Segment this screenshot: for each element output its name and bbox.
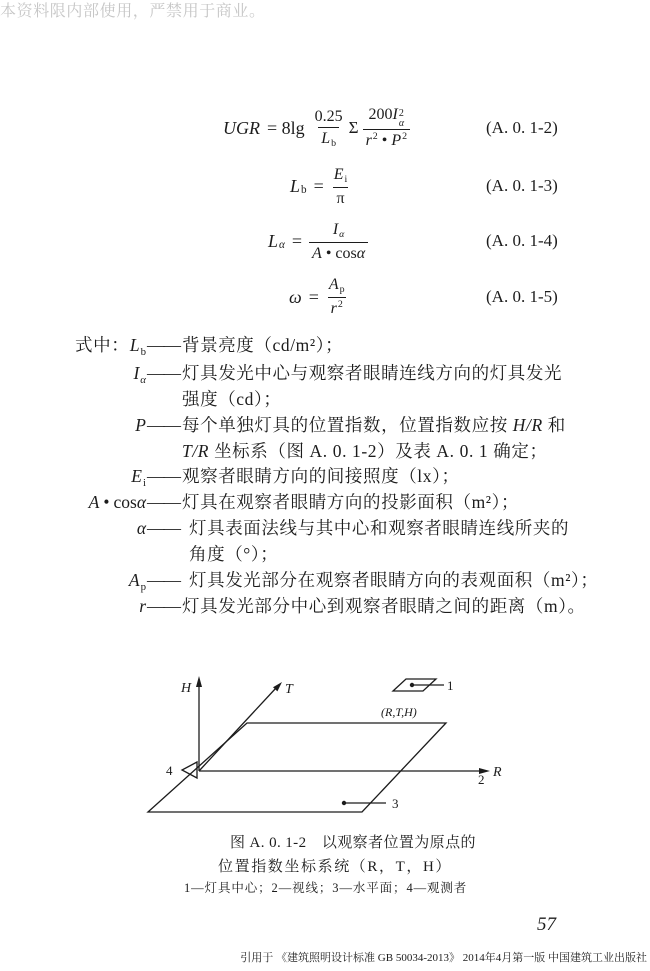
definition-acos-text: 灯具在观察者眼睛方向的投影面积（m²）； (182, 492, 520, 512)
def-ei-letter: E (131, 466, 142, 486)
la-den-dot: • (325, 244, 332, 262)
def-ia-letter: I (133, 363, 140, 383)
watermark-text: 本资料限内部使用，严禁用于商业。 (0, 3, 266, 20)
ugr-frac2-den-dot: • (381, 131, 388, 149)
equation-omega (289, 274, 350, 320)
definition-ia (0, 361, 650, 385)
def-lb-subscript: b (140, 346, 146, 359)
ugr-frac2-subscript: α (398, 117, 405, 129)
definition-acos-symbol (89, 490, 146, 514)
la-fraction (309, 219, 368, 264)
def-p-line2-b: 坐标系（图 A. 0. 1-2）及表 A. 0. 1 确定； (209, 441, 548, 461)
definition-alpha-line1: 灯具表面法线与其中心和观察者眼睛连线所夹的 (189, 518, 570, 538)
definition-dash: —— (147, 415, 180, 435)
definition-dash: —— (147, 363, 180, 383)
citation-footer: 引用于 《建筑照明设计标准 GB 50034-2013》 2014年4月第一版 中国建筑工业出版社 (240, 952, 647, 964)
ugr-frac1-numerator: 0.25 (314, 107, 343, 125)
def-ei-subscript: i (142, 477, 146, 490)
definition-ei (0, 464, 650, 488)
ugr-symbol: UGR (223, 117, 260, 138)
la-numerator (330, 219, 348, 242)
omega-denominator (328, 297, 346, 321)
ugr-frac1-den-symbol: L (321, 129, 331, 147)
ugr-frac2-intensity-symbol: I (392, 105, 398, 123)
definition-lb-text: 背景亮度（cd/m²）； (182, 335, 344, 355)
def-acos-a: A (88, 492, 100, 512)
lb-subscript: b (301, 184, 307, 197)
definition-dash: —— (147, 596, 180, 616)
figure-legend: 1—灯具中心；2—视线；3—水平面；4—观测者 (184, 881, 468, 895)
definition-lb-symbol (130, 333, 146, 360)
def-ap-subscript: p (140, 581, 146, 594)
lb-symbol: L (290, 175, 301, 196)
def-acos-dot: • (103, 492, 110, 512)
la-den-alpha: α (356, 244, 366, 262)
h-axis-arrow-icon (196, 676, 202, 687)
omega-den-superscript: 2 (337, 299, 343, 311)
def-p-tr: T/R (182, 441, 210, 461)
definition-ei-text: 观察者眼睛方向的间接照度（lx）； (182, 466, 460, 486)
equation-label-a013: (A. 0. 1-3) (486, 176, 558, 195)
ugr-fraction-background (312, 106, 346, 151)
omega-den-symbol: r (330, 299, 337, 317)
callout-3-label: 3 (392, 796, 399, 811)
definition-alpha (0, 516, 650, 540)
definition-r-text: 灯具发光部分中心到观察者眼睛之间的距离（m）。 (182, 596, 586, 616)
definition-ap (0, 568, 650, 592)
lb-num-subscript: i (344, 174, 348, 186)
def-lb-letter: L (129, 335, 140, 355)
ugr-frac1-den-subscript: b (331, 138, 337, 150)
point-rth-label: (R,T,H) (381, 705, 417, 719)
def-p-hr: H/R (512, 415, 543, 435)
la-equals: = (291, 230, 303, 251)
lb-num-symbol: E (333, 165, 344, 183)
ugr-frac2-sub-sup (399, 109, 404, 129)
definition-ap-symbol (129, 568, 146, 595)
equation-lb (290, 163, 352, 209)
def-ap-letter: A (128, 570, 140, 590)
callout-2-label: 2 (478, 772, 485, 787)
ugr-equals-8lg: = 8lg (267, 117, 305, 138)
definition-ia-symbol (133, 361, 146, 388)
omega-symbol: ω (289, 286, 302, 307)
equation-la (268, 218, 370, 264)
ugr-frac1-denominator (318, 127, 339, 151)
horizontal-plane (148, 723, 446, 812)
ugr-frac2-denominator (363, 129, 411, 153)
omega-equals: = (308, 286, 319, 307)
definition-dash: —— (147, 466, 180, 486)
definition-alpha-continued (0, 542, 650, 566)
la-den-cos: cos (335, 244, 357, 262)
figure-caption-title: 图 A. 0. 1-2 以观察者位置为原点的 (230, 835, 476, 851)
ugr-frac2-coefficient: 200 (368, 105, 393, 123)
definition-dash: —— (147, 335, 180, 355)
summation-sign: Σ (348, 118, 359, 137)
axis-r-label: R (493, 765, 502, 780)
definition-acos (0, 490, 650, 514)
definition-r (0, 594, 650, 618)
def-ia-subscript: α (140, 374, 146, 387)
callout-4-label: 4 (166, 763, 173, 778)
definition-dash: —— (147, 518, 180, 538)
def-p-line1-c: 和 (542, 415, 566, 435)
definition-lb (0, 333, 650, 357)
def-r-letter: r (139, 596, 146, 616)
definition-alpha-symbol (137, 516, 146, 540)
definition-ia-continued (0, 387, 650, 411)
la-symbol: L (268, 230, 279, 251)
callout-1-label: 1 (447, 678, 454, 693)
ugr-frac2-den-p: P (391, 131, 402, 149)
axis-h-label: H (181, 681, 192, 696)
definition-p-continued (0, 439, 650, 463)
def-alpha-letter: α (136, 518, 146, 538)
definition-p-line1 (182, 413, 566, 437)
omega-numerator (326, 274, 348, 297)
ugr-frac2-numerator (366, 104, 408, 129)
lb-equals: = (313, 175, 324, 196)
definition-ia-line1: 灯具发光中心与观察者眼睛连线方向的灯具发光 (182, 363, 563, 383)
t-axis (199, 688, 276, 771)
lb-fraction (331, 164, 351, 209)
axis-t-label: T (285, 682, 293, 697)
definition-ei-symbol (131, 464, 146, 491)
def-acos-alpha: α (136, 492, 146, 512)
definition-ia-line2: 强度（cd）； (182, 389, 282, 409)
definition-r-symbol (139, 594, 146, 618)
lb-denominator: π (333, 187, 347, 209)
coordinate-system-figure (0, 660, 650, 830)
equation-label-a012: (A. 0. 1-2) (486, 118, 558, 137)
lb-numerator (331, 164, 351, 187)
definitions-intro: 式中： (75, 335, 130, 355)
omega-num-symbol: A (328, 275, 339, 293)
def-p-letter: P (135, 415, 146, 435)
def-p-line1-a: 每个单独灯具的位置指数，位置指数应按 (182, 415, 513, 435)
ugr-frac2-den-r: r (365, 131, 372, 149)
figure-caption-subtitle: 位置指数坐标系统（R，T，H） (218, 859, 453, 875)
definition-p-line2 (182, 439, 548, 463)
equation-label-a014: (A. 0. 1-4) (486, 231, 558, 250)
equation-ugr (223, 105, 412, 151)
la-subscript: α (279, 239, 285, 252)
la-denominator (309, 242, 368, 264)
ugr-frac2-superscript: 2 (398, 107, 404, 119)
definition-ap-text: 灯具发光部分在观察者眼睛方向的表观面积（m²）； (189, 570, 599, 590)
ugr-frac2-den-p-sup: 2 (402, 131, 408, 143)
omega-fraction (326, 274, 348, 321)
definition-p (0, 413, 650, 437)
omega-num-subscript: p (339, 284, 345, 296)
equation-label-a015: (A. 0. 1-5) (486, 287, 558, 306)
definition-alpha-line2: 角度（°）； (189, 544, 279, 564)
la-num-subscript: α (339, 229, 345, 241)
ugr-frac2-den-r-sup: 2 (372, 131, 378, 143)
definition-dash: —— (147, 492, 180, 512)
la-num-symbol: I (332, 220, 339, 238)
def-acos-cos: cos (113, 492, 137, 512)
page-number: 57 (537, 914, 556, 935)
luminaire-center-dot (410, 683, 414, 687)
plane-point-dot (342, 801, 346, 805)
ugr-fraction-intensity (363, 104, 411, 153)
definition-p-symbol (135, 413, 146, 437)
la-den-area: A (312, 244, 322, 262)
definition-dash: —— (147, 570, 180, 590)
